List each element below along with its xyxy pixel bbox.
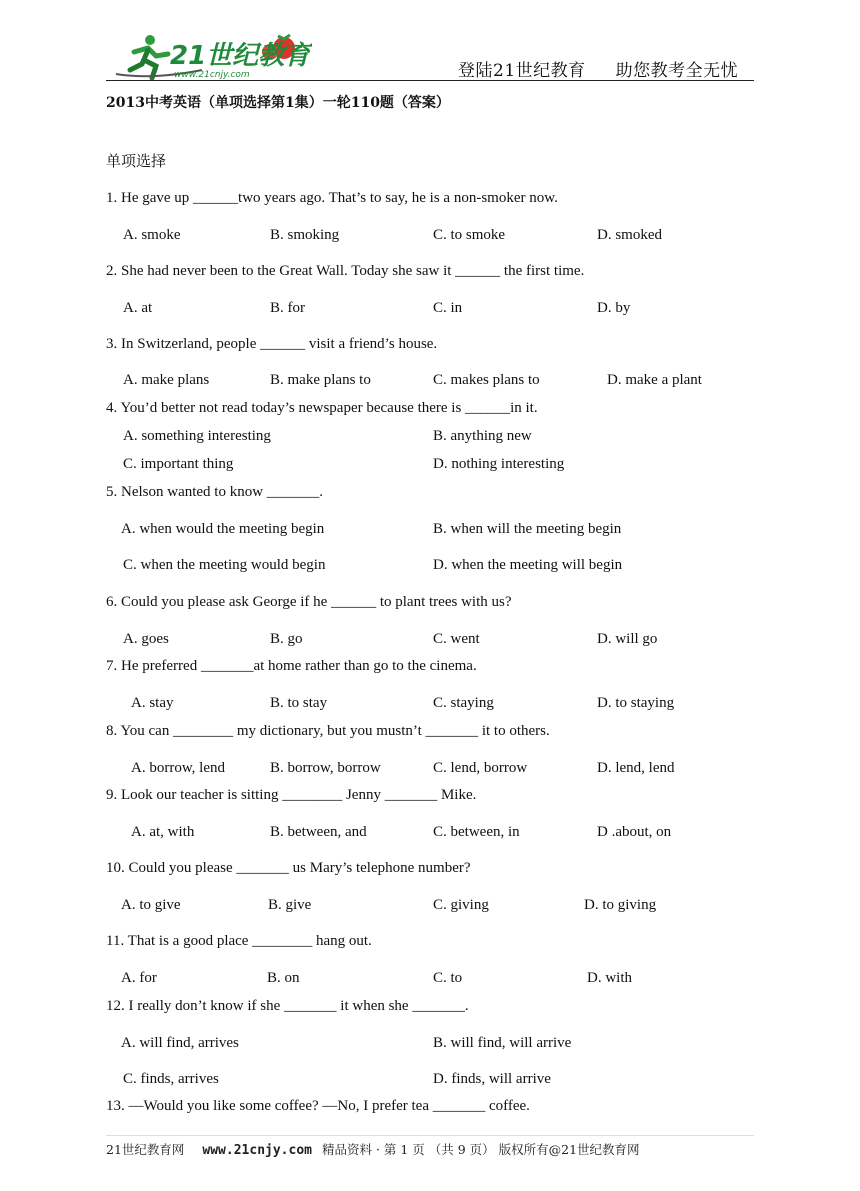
logo-url: www.21cnjy.com	[174, 70, 250, 80]
option-1a: A. smoke	[123, 227, 181, 243]
question-5: 5. Nelson wanted to know _______.	[106, 484, 324, 500]
footer-divider	[106, 1135, 754, 1136]
site-logo	[112, 30, 312, 82]
option-6a: A. goes	[123, 631, 169, 647]
option-5d: D. when the meeting will begin	[433, 557, 623, 573]
option-3b: B. make plans to	[270, 372, 371, 388]
option-4d: D. nothing interesting	[433, 456, 565, 472]
option-10d: D. to giving	[584, 897, 657, 913]
header-divider	[106, 80, 754, 81]
option-11b: B. on	[267, 970, 300, 986]
option-11d: D. with	[587, 970, 632, 986]
option-3d: D. make a plant	[607, 372, 702, 388]
option-2b: B. for	[270, 300, 305, 316]
option-2c: C. in	[433, 300, 463, 316]
option-11c: C. to	[433, 970, 463, 986]
option-2a: A. at	[123, 300, 153, 316]
question-4: 4. You’d better not read today’s newspaper because there is ______in it.	[106, 400, 538, 416]
question-12: 12. I really don’t know if she _______ it when she _______.	[106, 998, 469, 1014]
question-13: 13. —Would you like some coffee? —No, I prefer tea _______ coffee.	[106, 1098, 530, 1114]
option-1b: B. smoking	[270, 227, 340, 243]
option-6b: B. go	[270, 631, 303, 647]
option-8c: C. lend, borrow	[433, 760, 528, 776]
option-7d: D. to staying	[597, 695, 675, 711]
question-9: 9. Look our teacher is sitting ________ Jenny _______ Mike.	[106, 787, 477, 803]
question-10: 10. Could you please _______ us Mary’s telephone number?	[106, 860, 471, 876]
option-9c: C. between, in	[433, 824, 520, 840]
option-9d: D .about, on	[597, 824, 672, 840]
slogan-left: 登陆21世纪教育	[458, 61, 586, 81]
question-8: 8. You can ________ my dictionary, but you mustn’t _______ it to others.	[106, 723, 550, 739]
option-9b: B. between, and	[270, 824, 367, 840]
option-10c: C. giving	[433, 897, 489, 913]
option-5b: B. when will the meeting begin	[433, 521, 622, 537]
footer-page-info: 精品资料 · 第 1 页 （共 9 页） 版权所有@21世纪教育网	[321, 1142, 640, 1157]
option-4b: B. anything new	[433, 428, 532, 444]
option-11a: A. for	[121, 970, 157, 986]
option-8d: D. lend, lend	[597, 760, 675, 776]
question-11: 11. That is a good place ________ hang out.	[106, 933, 372, 949]
option-10a: A. to give	[121, 897, 181, 913]
option-12d: D. finds, will arrive	[433, 1071, 551, 1087]
footer-site: 21世纪教育网	[106, 1142, 185, 1157]
option-4c: C. important thing	[123, 456, 234, 472]
document-title: 2013中考英语（单项选择第1集）一轮110题（答案）	[106, 95, 450, 111]
option-12c: C. finds, arrives	[123, 1071, 219, 1087]
option-1d: D. smoked	[597, 227, 662, 243]
page-footer	[106, 1140, 640, 1158]
option-1c: C. to smoke	[433, 227, 506, 243]
option-3a: A. make plans	[123, 372, 210, 388]
question-1: 1. He gave up ______two years ago. That’s to say, he is a non-smoker now.	[106, 190, 558, 206]
option-9a: A. at, with	[131, 824, 195, 840]
header-slogan	[458, 56, 738, 81]
option-6d: D. will go	[597, 631, 658, 647]
option-5c: C. when the meeting would begin	[123, 557, 326, 573]
option-8b: B. borrow, borrow	[270, 760, 381, 776]
question-7: 7. He preferred _______at home rather than go to the cinema.	[106, 658, 477, 674]
question-6: 6. Could you please ask George if he ______ to plant trees with us?	[106, 594, 512, 610]
option-6c: C. went	[433, 631, 480, 647]
option-5a: A. when would the meeting begin	[121, 521, 325, 537]
option-12b: B. will find, will arrive	[433, 1035, 572, 1051]
question-2: 2. She had never been to the Great Wall. Today she saw it ______ the first time.	[106, 263, 585, 279]
question-3: 3. In Switzerland, people ______ visit a friend’s house.	[106, 336, 438, 352]
option-8a: A. borrow, lend	[131, 760, 226, 776]
slogan-right: 助您教考全无忧	[615, 61, 739, 81]
logo-text: 21世纪教育	[170, 41, 311, 71]
footer-url[interactable]: www.21cnjy.com	[202, 1143, 312, 1158]
option-7c: C. staying	[433, 695, 494, 711]
option-7a: A. stay	[131, 695, 174, 711]
section-heading: 单项选择	[106, 152, 167, 170]
option-12a: A. will find, arrives	[121, 1035, 239, 1051]
option-10b: B. give	[268, 897, 312, 913]
option-4a: A. something interesting	[123, 428, 271, 444]
option-2d: D. by	[597, 300, 631, 316]
option-7b: B. to stay	[270, 695, 328, 711]
option-3c: C. makes plans to	[433, 372, 540, 388]
